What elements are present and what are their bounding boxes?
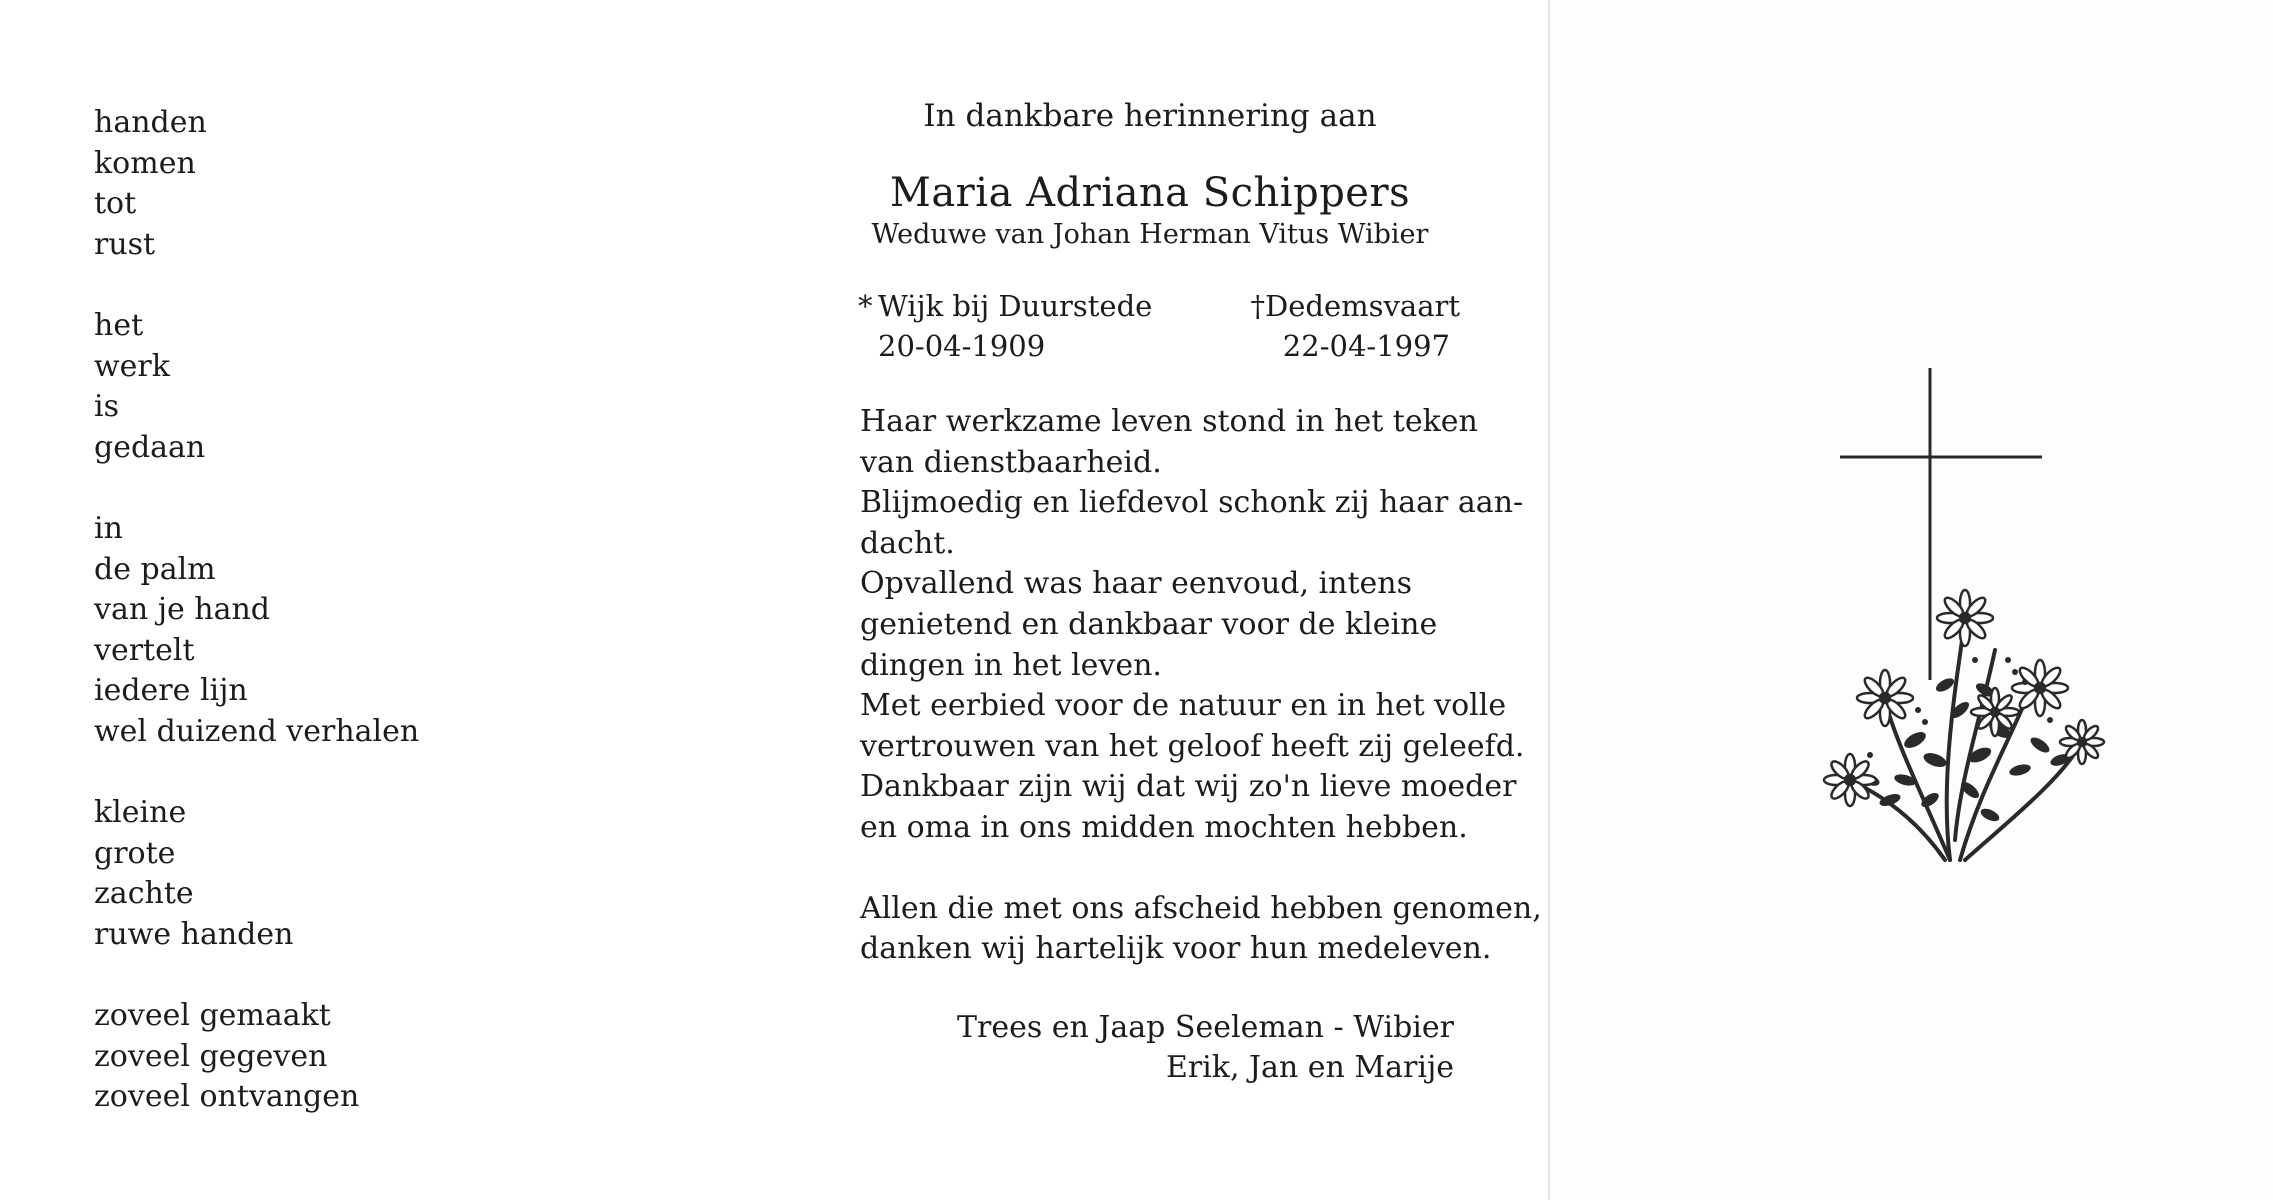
flower-icon <box>2012 660 2068 716</box>
flower-icon <box>1857 670 1913 726</box>
death-info <box>1245 286 1460 366</box>
poem-line: grote <box>94 835 176 871</box>
text-line: vertrouwen van het geloof heeft zij geleefd. <box>860 728 1525 764</box>
death-symbol: † <box>1250 289 1265 323</box>
poem <box>94 103 419 1118</box>
signature <box>840 1008 1460 1089</box>
poem-line: van je hand <box>94 592 271 628</box>
memorial-body <box>840 402 1542 970</box>
poem-line: zoveel ontvangen <box>94 1079 360 1115</box>
poem-line: wel duizend verhalen <box>94 713 420 749</box>
signature-line: Trees en Jaap Seeleman - Wibier <box>956 1009 1454 1045</box>
poem-line: zoveel gemaakt <box>94 998 331 1034</box>
poem-line: komen <box>94 145 196 181</box>
text-line: Blijmoedig en liefdevol schonk zij haar aan- <box>860 485 1524 521</box>
poem-line: rust <box>94 226 156 262</box>
text-line: Haar werkzame leven stond in het teken <box>860 404 1478 439</box>
cross-with-flowers-icon <box>1810 360 2130 880</box>
signature-line: Erik, Jan en Marije <box>1165 1050 1454 1086</box>
text-line: dingen in het leven. <box>860 647 1162 683</box>
poem-stanza <box>94 996 419 1118</box>
poem-line: iedere lijn <box>94 673 248 709</box>
poem-line: werk <box>94 348 170 384</box>
poem-line: gedaan <box>94 429 206 465</box>
text-line: danken wij hartelijk voor hun medeleven. <box>860 931 1492 967</box>
death-place-line <box>1245 286 1460 326</box>
poem-line: kleine <box>94 795 187 831</box>
flower-icon <box>2060 720 2104 764</box>
text-line: van dienstbaarheid. <box>860 444 1162 480</box>
birth-date: 20-04-1909 <box>878 329 1046 363</box>
poem-line: handen <box>94 105 207 140</box>
flower-icon <box>1971 688 2019 736</box>
flower-icon <box>1937 590 1993 646</box>
text-line: dacht. <box>860 525 955 561</box>
death-date: 22-04-1997 <box>1282 329 1450 363</box>
death-place: Dedemsvaart <box>1265 289 1460 323</box>
birth-symbol: * <box>858 289 873 323</box>
text-line: Allen die met ons afscheid hebben genomen, <box>860 890 1542 926</box>
poem-stanza <box>94 509 419 753</box>
poem-line: de palm <box>94 551 216 587</box>
poem-line: is <box>94 389 119 425</box>
cross-icon <box>1840 368 2042 680</box>
poem-stanza <box>94 103 419 265</box>
text-line: Dankbaar zijn wij dat wij zo'n lieve moeder <box>860 769 1517 805</box>
birth-info <box>858 286 1152 366</box>
memorial-intro: In dankbare herinnering aan <box>923 98 1377 134</box>
birth-place: Wijk bij Duurstede <box>878 289 1153 323</box>
memorial-paragraph <box>860 889 1542 970</box>
poem-line: zoveel gegeven <box>94 1038 328 1074</box>
flower-stems <box>1850 620 2080 860</box>
poem-line: het <box>94 307 144 343</box>
poem-line: tot <box>94 186 137 222</box>
text-line: genietend en dankbaar voor de kleine <box>860 606 1438 642</box>
poem-line: vertelt <box>94 632 195 668</box>
memorial-paragraph <box>860 402 1525 849</box>
poem-stanza <box>94 793 419 955</box>
text-line: Opvallend was haar eenvoud, intens <box>860 566 1412 602</box>
text-line: en oma in ons midden mochten hebben. <box>860 809 1468 845</box>
flower-icon <box>1824 754 1876 806</box>
poem-line: zachte <box>94 876 194 912</box>
poem-line: in <box>94 510 123 546</box>
poem-line: ruwe handen <box>94 916 294 952</box>
text-line: Met eerbied voor de natuur en in het volle <box>860 688 1507 724</box>
memorial-text <box>840 96 1542 1089</box>
life-dates <box>840 286 1460 374</box>
poem-stanza <box>94 306 419 468</box>
widow-of: Weduwe van Johan Herman Vitus Wibier <box>871 219 1429 250</box>
deceased-name: Maria Adriana Schippers <box>889 170 1411 216</box>
birth-place-line <box>858 286 1152 326</box>
